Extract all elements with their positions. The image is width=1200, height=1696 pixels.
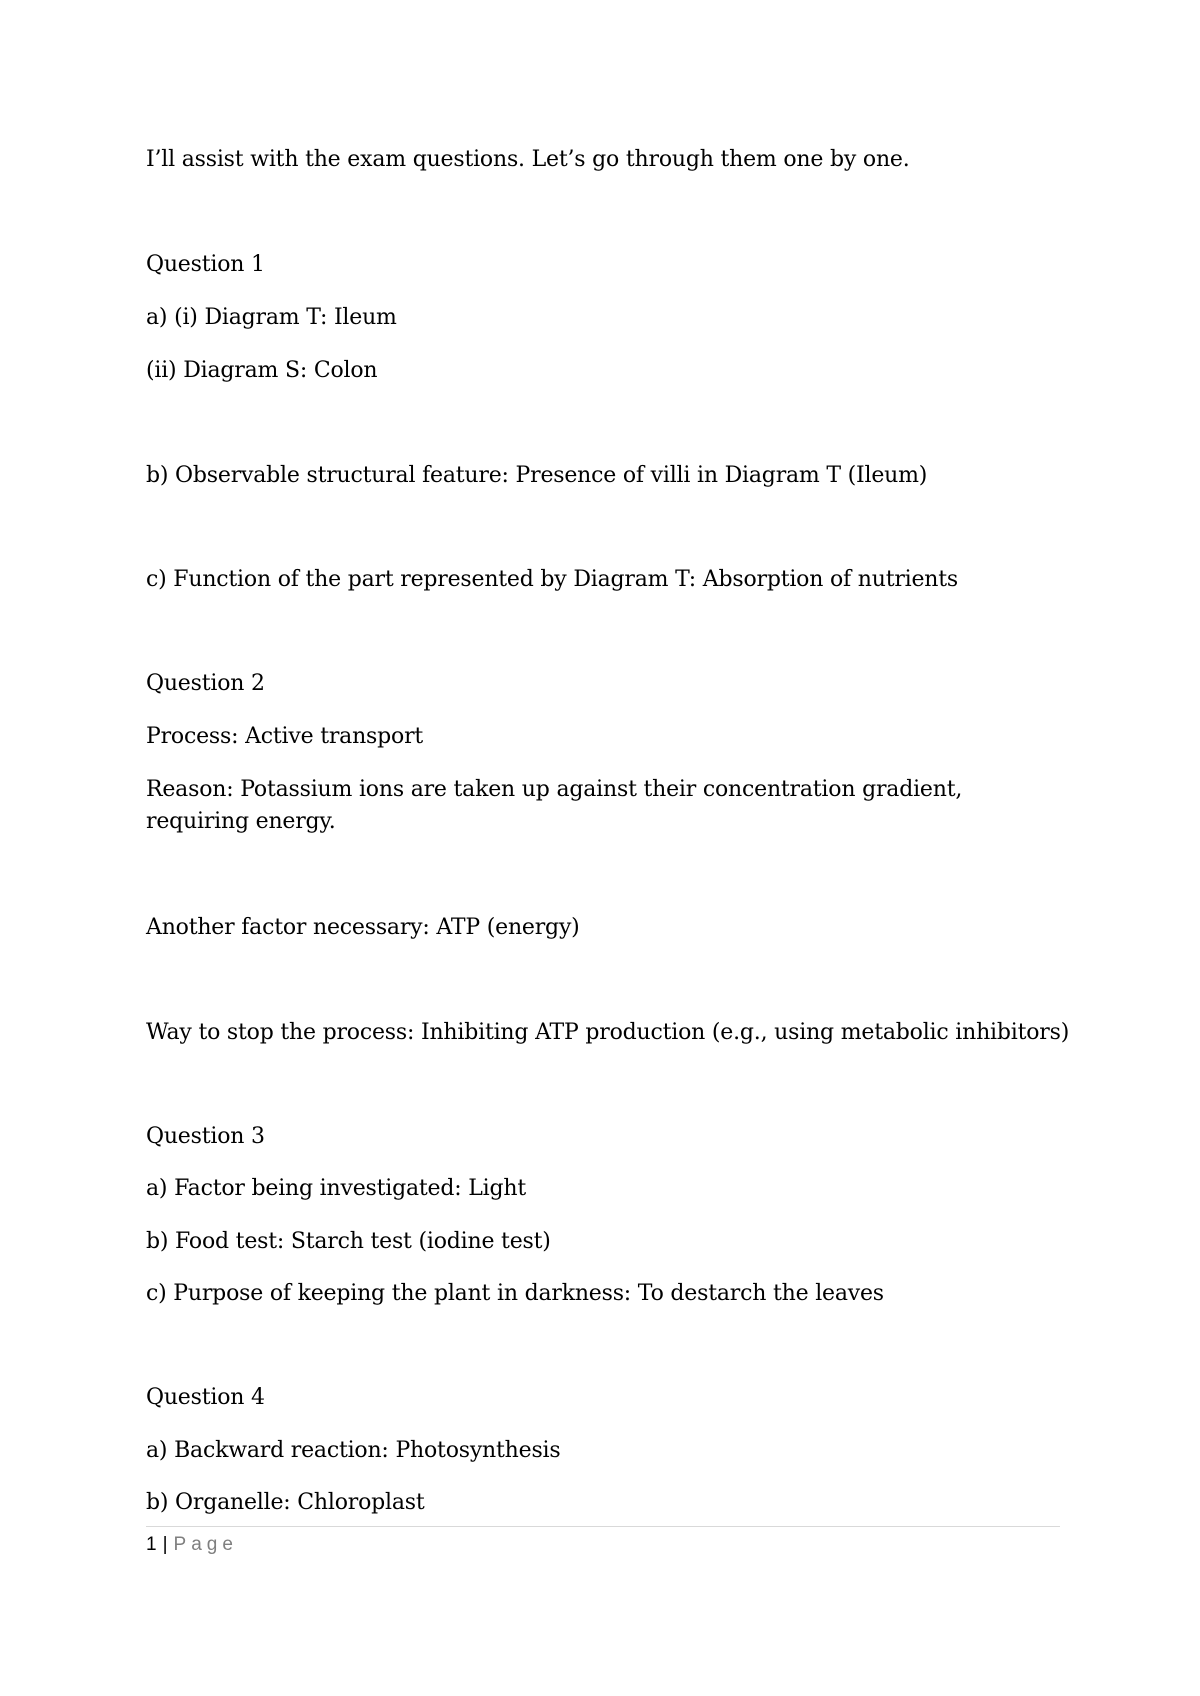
question-1-answer-a-i: a) (i) Diagram T: Ileum xyxy=(146,305,397,330)
question-1-answer-c: c) Function of the part represented by Diagram T: Absorption of nutrients xyxy=(146,567,959,592)
page-footer xyxy=(146,1532,238,1558)
question-3-answer-a: a) Factor being investigated: Light xyxy=(146,1176,526,1201)
footer-page-number: 1 xyxy=(146,1534,157,1555)
question-3-heading: Question 3 xyxy=(146,1124,265,1149)
question-2-reason: Reason: Potassium ions are taken up against their concentration gradient, requiring energy. xyxy=(146,777,963,834)
question-3-answer-c: c) Purpose of keeping the plant in darkness: To destarch the leaves xyxy=(146,1281,884,1306)
question-2-factor: Another factor necessary: ATP (energy) xyxy=(146,915,580,940)
footer-divider xyxy=(146,1526,1060,1527)
question-1-heading: Question 1 xyxy=(146,252,265,277)
question-1-answer-a-ii: (ii) Diagram S: Colon xyxy=(146,358,378,383)
question-4-answer-a: a) Backward reaction: Photosynthesis xyxy=(146,1438,561,1463)
footer-page-label: Page xyxy=(173,1534,238,1555)
question-4-heading: Question 4 xyxy=(146,1385,265,1410)
question-2-stop: Way to stop the process: Inhibiting ATP production (e.g., using metabolic inhibitors) xyxy=(146,1020,1070,1045)
question-3-answer-b: b) Food test: Starch test (iodine test) xyxy=(146,1229,551,1254)
question-2-process: Process: Active transport xyxy=(146,724,424,749)
question-2-heading: Question 2 xyxy=(146,671,265,696)
footer-separator: | xyxy=(162,1534,168,1555)
question-1-answer-b: b) Observable structural feature: Presence of villi in Diagram T (Ileum) xyxy=(146,463,928,488)
intro-text: I’ll assist with the exam questions. Let’s go through them one by one. xyxy=(146,147,910,172)
question-4-answer-b: b) Organelle: Chloroplast xyxy=(146,1490,425,1515)
